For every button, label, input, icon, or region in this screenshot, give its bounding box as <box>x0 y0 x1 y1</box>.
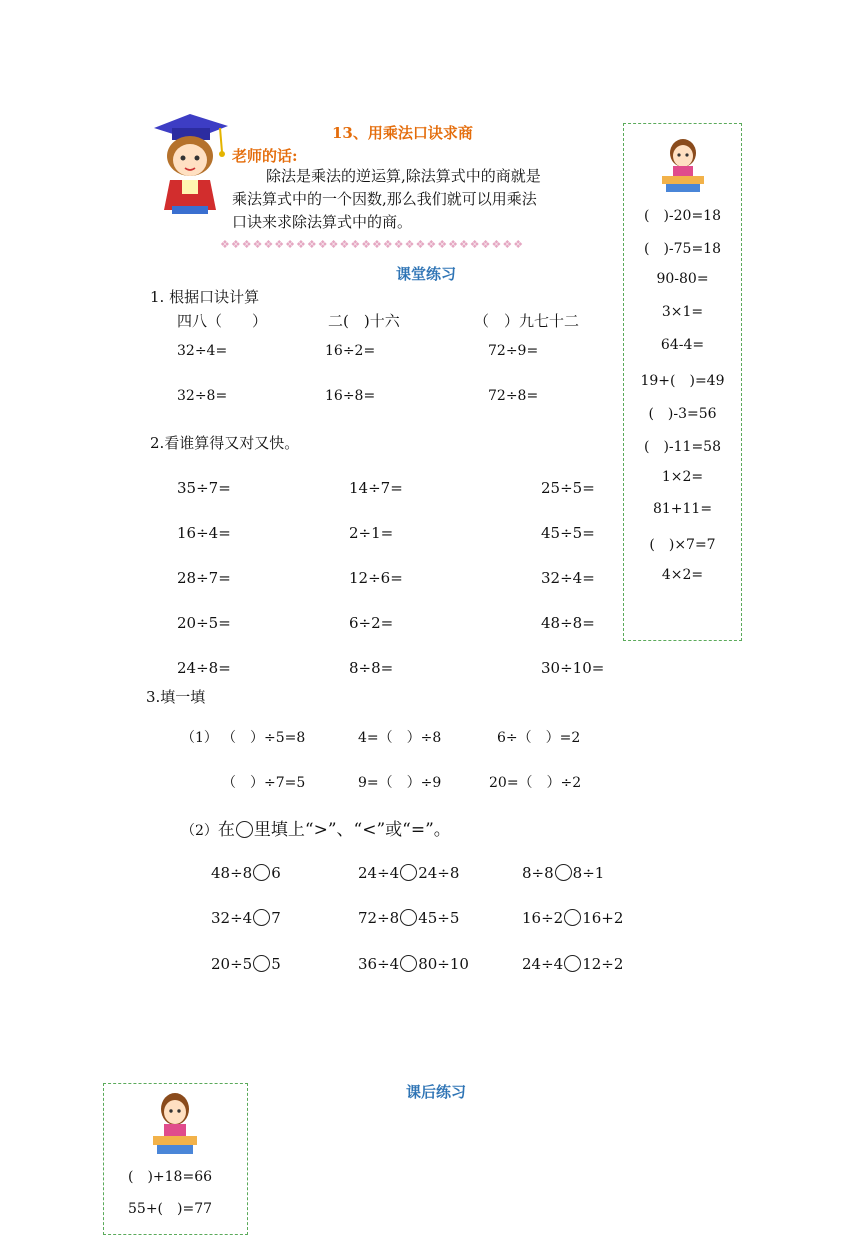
q1-label: 1. 根据口诀计算 <box>150 288 260 306</box>
decorative-divider: ❖❖❖❖❖❖❖❖❖❖❖❖❖❖❖❖❖❖❖❖❖❖❖❖❖❖❖❖ <box>220 238 525 251</box>
q1-r1-c2: 16÷2= <box>325 343 376 359</box>
q3-p1-label: （1） <box>181 730 218 746</box>
compare-left: 72÷8 <box>358 909 400 927</box>
homework-heading: 课后练习 <box>406 1083 467 1101</box>
compare-left: 24÷4 <box>522 955 564 973</box>
compare-right: 12÷2 <box>582 955 624 973</box>
side-eq-1: ( )-20=18 <box>643 208 721 224</box>
teacher-avatar <box>150 106 232 220</box>
intro-line-1: 除法是乘法的逆运算,除法算式中的商就是 <box>266 167 541 185</box>
compare-right: 5 <box>271 955 281 973</box>
compare-r3-c2 <box>358 955 469 973</box>
compare-r1-c1 <box>211 864 281 882</box>
q2-label: 2.看谁算得又对又快。 <box>150 434 300 452</box>
q2-r4-c1: 20÷5= <box>177 614 231 632</box>
compare-circle-icon[interactable] <box>400 909 417 926</box>
q2-r1-c3: 25÷5= <box>541 479 595 497</box>
bottom-practice-box <box>103 1083 248 1235</box>
q3-p2-instruction <box>181 815 451 840</box>
q3-label: 3.填一填 <box>146 688 206 706</box>
side-eq-10: 81+11= <box>652 501 713 517</box>
compare-left: 36÷4 <box>358 955 400 973</box>
compare-right: 24÷8 <box>418 864 460 882</box>
q2-r3-c3: 32÷4= <box>541 569 595 587</box>
q3-p1-r1-c2: 4=（ ）÷8 <box>358 730 442 746</box>
q3-p2-label: （2） <box>181 823 218 839</box>
compare-circle-icon[interactable] <box>400 955 417 972</box>
compare-r2-c2 <box>358 909 459 927</box>
q2-r4-c2: 6÷2= <box>349 614 394 632</box>
compare-circle-icon[interactable] <box>564 909 581 926</box>
q1-rhyme-2: 二( )十六 <box>328 312 400 330</box>
side-eq-6: 19+( )=49 <box>640 373 725 389</box>
side-eq-8: ( )-11=58 <box>643 439 721 455</box>
side-eq-12: 4×2= <box>661 567 704 583</box>
compare-left: 32÷4 <box>211 909 253 927</box>
q3-p1-r2-c2: 9=（ ）÷9 <box>358 775 442 791</box>
compare-r1-c2 <box>358 864 459 882</box>
compare-right: 7 <box>271 909 281 927</box>
q3-p2-pre: 在 <box>217 820 235 840</box>
q2-r3-c2: 12÷6= <box>349 569 403 587</box>
side-eq-2: ( )-75=18 <box>643 241 721 257</box>
q2-r5-c1: 24÷8= <box>177 659 231 677</box>
compare-left: 24÷4 <box>358 864 400 882</box>
page-title: 13、用乘法口诀求商 <box>332 124 473 142</box>
q2-r1-c1: 35÷7= <box>177 479 231 497</box>
compare-right: 80÷10 <box>418 955 469 973</box>
intro-line-3: 口诀来求除法算式中的商。 <box>232 213 413 231</box>
compare-r3-c3 <box>522 955 623 973</box>
q2-r5-c3: 30÷10= <box>541 659 605 677</box>
compare-left: 8÷8 <box>522 864 554 882</box>
q2-r2-c3: 45÷5= <box>541 524 595 542</box>
q3-p1-r2-c1: （ ）÷7=5 <box>222 775 306 791</box>
compare-r3-c1 <box>211 955 281 973</box>
intro-line-2: 乘法算式中的一个因数,那么我们就可以用乘法 <box>232 190 537 208</box>
q1-r2-c2: 16÷8= <box>325 388 376 404</box>
q2-r2-c2: 2÷1= <box>349 524 394 542</box>
student-at-desk-icon <box>658 136 708 194</box>
compare-right: 6 <box>271 864 281 882</box>
q1-r1-c1: 32÷4= <box>177 343 228 359</box>
side-eq-7: ( )-3=56 <box>648 406 717 422</box>
compare-right: 16+2 <box>582 909 624 927</box>
compare-circle-icon[interactable] <box>253 955 270 972</box>
side-eq-4: 3×1= <box>661 304 704 320</box>
student-at-desk-icon <box>150 1090 200 1156</box>
q3-p1-r1-c1: （ ）÷5=8 <box>222 730 306 746</box>
q2-r4-c3: 48÷8= <box>541 614 595 632</box>
bottom-eq-1: ( )+18=66 <box>128 1169 213 1185</box>
q1-r1-c3: 72÷9= <box>488 343 539 359</box>
circle-blank-icon <box>236 821 253 838</box>
compare-left: 16÷2 <box>522 909 564 927</box>
compare-circle-icon[interactable] <box>253 864 270 881</box>
q3-p2-post: 里填上“>”、“<”或“=”。 <box>253 820 451 840</box>
compare-right: 45÷5 <box>418 909 460 927</box>
q2-r5-c2: 8÷8= <box>349 659 394 677</box>
class-practice-heading: 课堂练习 <box>396 265 457 283</box>
compare-circle-icon[interactable] <box>555 864 572 881</box>
side-eq-3: 90-80= <box>656 271 709 287</box>
compare-r2-c1 <box>211 909 281 927</box>
q1-rhyme-3: （ ）九七十二 <box>474 312 580 330</box>
compare-right: 8÷1 <box>572 864 605 882</box>
bottom-eq-2: 55+( )=77 <box>128 1201 213 1217</box>
q2-r3-c1: 28÷7= <box>177 569 231 587</box>
compare-circle-icon[interactable] <box>253 909 270 926</box>
compare-left: 20÷5 <box>211 955 253 973</box>
compare-circle-icon[interactable] <box>564 955 581 972</box>
q2-r1-c2: 14÷7= <box>349 479 403 497</box>
q2-r2-c1: 16÷4= <box>177 524 231 542</box>
teacher-label: 老师的话: <box>232 147 298 165</box>
compare-left: 48÷8 <box>211 864 253 882</box>
side-practice-box <box>623 123 742 641</box>
q1-r2-c1: 32÷8= <box>177 388 228 404</box>
side-eq-9: 1×2= <box>661 469 704 485</box>
side-eq-5: 64-4= <box>660 337 705 353</box>
q3-p1-r1-c3: 6÷（ ）=2 <box>497 730 581 746</box>
q1-r2-c3: 72÷8= <box>488 388 539 404</box>
compare-circle-icon[interactable] <box>400 864 417 881</box>
q3-p1-r2-c3: 20=（ ）÷2 <box>489 775 582 791</box>
q1-rhyme-1: 四八（ ） <box>177 312 268 330</box>
compare-r2-c3 <box>522 909 623 927</box>
compare-r1-c3 <box>522 864 604 882</box>
side-eq-11: ( )×7=7 <box>649 537 716 553</box>
